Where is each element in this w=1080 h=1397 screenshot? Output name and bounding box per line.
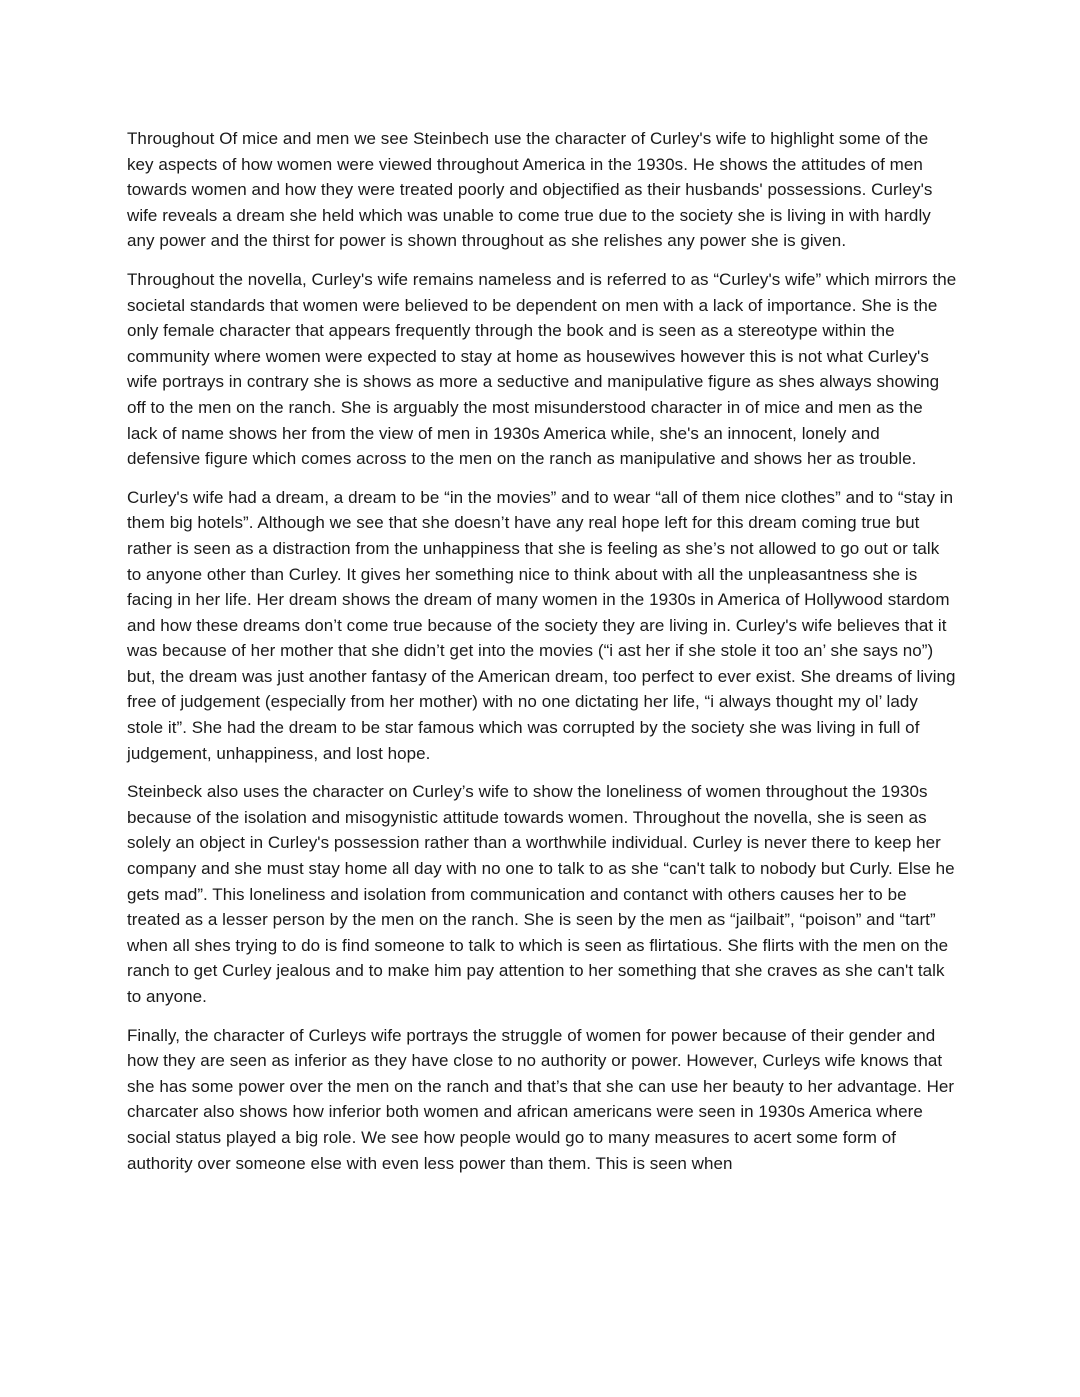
paragraph-power: Finally, the character of Curleys wife portrays the struggle of women for power because of their gender and how they are seen as inferior as they have close to no authority or power. However, Curleys wife knows that she has some power over the men on the ranch and that’s that she can use her beauty to her advantage. Her charcater also shows how inferior both women and african americans were seen in 1930s America where social status played a big role. We see how people would go to many measures to acert some form of authority over someone else with even less power than them. This is seen when bbox=[127, 1025, 955, 1173]
paragraph-intro: Throughout Of mice and men we see Steinbech use the character of Curley's wife to highlight some of the key aspects of how women were viewed throughout America in the 1930s. He shows the attitudes of men towards women and how they were treated poorly and objectified as their husbands' possessions. Curley's wife reveals a dream she held which was unable to come true due to the society she is living in with hardly any power and the thirst for power is shown throughout as she relishes any power she is given. bbox=[127, 129, 933, 251]
paragraph-nameless: Throughout the novella, Curley's wife remains nameless and is referred to as “Curley's wife” which mirrors the societal standards that women were believed to be dependent on men with a lack of importance. She is the only female character that appears frequently through the book and is seen as a stereotype within the community where women were expected to stay at home as housewives however this is not what Curley's wife portrays in contrary she is shows as more a seductive and manipulative figure as shes always showing off to the men on the ranch. She is arguably the most misunderstood character in of mice and men as the lack of name shows her from the view of men in 1930s America while, she's an innocent, lonely and defensive figure which comes across to the men on the ranch as manipulative and shows her as trouble. bbox=[127, 269, 957, 469]
paragraph-loneliness: Steinbeck also uses the character on Curley’s wife to show the loneliness of women throughout the 1930s because of the isolation and misogynistic attitude towards women. Throughout the novella, she is seen as solely an object in Curley's possession rather than a worthwhile individual. Curley is never there to keep her company and she must stay home all day with no one to talk to as she “can't talk to nobody but Curly. Else he gets mad”. This loneliness and isolation from communication and contanct with others causes her to be treated as a lesser person by the men on the ranch. She is seen by the men as “jailbait”, “poison” and “tart” when all shes trying to do is find someone to talk to which is seen as flirtatious. She flirts with the men on the ranch to get Curley jealous and to make him pay attention to her something that she craves as she can't talk to anyone. bbox=[127, 782, 955, 1006]
paragraph-dream: Curley's wife had a dream, a dream to be “in the movies” and to wear “all of them nice clothes” and to “stay in them big hotels”. Although we see that she doesn’t have any real hope left for this dream coming true but rather is seen as a distraction from the unhappiness that she is feeling as she’s not allowed to go out or talk to anyone other than Curley. It gives her something nice to think about with all the unpleasantness she is facing in her life. Her dream shows the dream of many women in the 1930s in America of Hollywood stardom and how these dreams don’t come true because of the society they are living in. Curley's wife believes that it was because of her mother that she didn’t get into the movies (“i ast her if she stole it too an’ she says no”) but, the dream was just another fantasy of the American dream, too perfect to ever exist. She dreams of living free of judgement (especially from her mother) with no one dictating her life, “i always thought my ol’ lady stole it”. She had the dream to be star famous which was corrupted by the society she was living in full of judgement, unhappiness, and lost hope. bbox=[127, 487, 956, 763]
essay-body bbox=[127, 126, 957, 1189]
